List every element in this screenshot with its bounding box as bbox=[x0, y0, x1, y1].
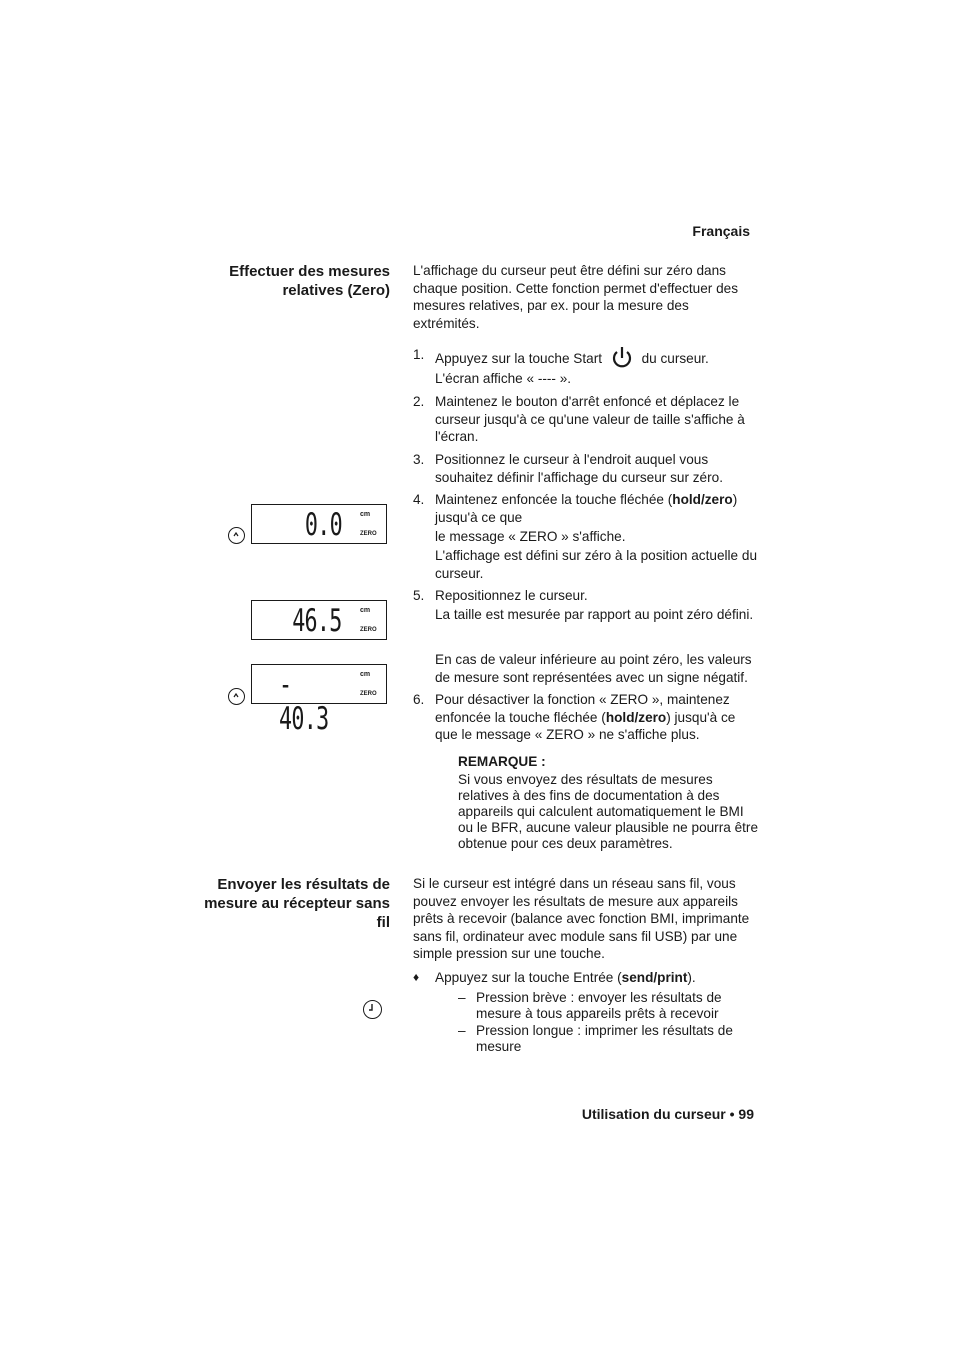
lcd-unit: cm bbox=[360, 511, 371, 518]
arrow-button-icon bbox=[228, 527, 245, 544]
step-4 bbox=[435, 491, 758, 526]
lcd-zero-flag: ZERO bbox=[360, 531, 377, 537]
section-title-wireless: Envoyer les résultats de mesure au récepteur sans fil bbox=[204, 876, 390, 931]
step-number: 2. bbox=[413, 394, 425, 409]
step-text: Maintenez enfoncée la touche fléchée ( bbox=[435, 492, 673, 507]
step-number: 6. bbox=[413, 692, 425, 707]
step-number: 1. bbox=[413, 347, 425, 362]
step-text: En cas de valeur inférieure au point zéro, les valeurs de mesure sont représentées avec un signe négatif. bbox=[435, 652, 752, 685]
page-footer: Utilisation du curseur • 99 bbox=[581, 1106, 754, 1122]
step-text: Pour désactiver la fonction « ZERO », maintenez enfoncée la touche fléchée ( bbox=[435, 692, 730, 725]
sub-dash: – bbox=[458, 990, 466, 1005]
arrow-button-icon bbox=[228, 688, 245, 705]
step-text: Repositionnez le curseur. bbox=[435, 588, 588, 603]
step-text: ) jusqu'à ce que le message « ZERO » ne s'affiche plus. bbox=[435, 709, 736, 742]
step-text: L'affichage est défini sur zéro à la position actuelle du curseur. bbox=[435, 548, 758, 581]
key-name: hold/zero bbox=[672, 492, 733, 507]
note-title: REMARQUE : bbox=[458, 754, 546, 769]
step-text: La taille est mesurée par rapport au point zéro défini. bbox=[435, 607, 754, 622]
step-number: 5. bbox=[413, 588, 425, 603]
bullet-symbol: ♦ bbox=[413, 970, 420, 984]
note-text: Si vous envoyez des résultats de mesures relatives à des fins de documentation à des appareils qui calculent automatiquement le BMI ou le BFR, aucune valeur plausible ne pourra être obtenue pour ces deux paramètres. bbox=[458, 772, 758, 851]
sub-dash: – bbox=[458, 1023, 466, 1038]
sub-item-text: Pression brève : envoyer les résultats de mesure à tous appareils prêts à recevoir bbox=[476, 990, 722, 1021]
step-result: L'écran affiche « ---- ». bbox=[435, 371, 572, 386]
step-text: Maintenez le bouton d'arrêt enfoncé et déplacez le curseur jusqu'à ce qu'une valeur de taille s'affiche à l'écran. bbox=[435, 394, 745, 444]
step-text: ) jusqu'à ce que bbox=[435, 492, 738, 525]
language-label: Français bbox=[692, 223, 750, 239]
step-number: 4. bbox=[413, 492, 425, 507]
lcd-display-negative bbox=[251, 664, 387, 737]
step-6 bbox=[435, 691, 758, 744]
lcd-display-zero bbox=[251, 504, 387, 544]
lcd-value: - 40.3 bbox=[279, 667, 329, 737]
step-text: Positionnez le curseur à l'endroit auquel vous souhaitez définir l'affichage du curseur sur zéro. bbox=[435, 452, 723, 485]
step-text: Appuyez sur la touche Start bbox=[435, 351, 602, 366]
lcd-value: 0.0 bbox=[304, 507, 342, 543]
lcd-value: 46.5 bbox=[292, 603, 342, 639]
clock-button-icon bbox=[363, 1000, 382, 1019]
lcd-zero-flag: ZERO bbox=[360, 691, 377, 697]
lcd-display-positive bbox=[251, 600, 387, 640]
key-name: hold/zero bbox=[605, 709, 667, 725]
lcd-unit: cm bbox=[360, 671, 371, 678]
step-1 bbox=[435, 346, 758, 370]
bullet-text: Appuyez sur la touche Entrée ( bbox=[435, 970, 622, 985]
bullet-item bbox=[435, 969, 758, 987]
section-title-relative-measures: Effectuer des mesures relatives (Zero) bbox=[229, 263, 390, 299]
bullet-text: ). bbox=[687, 970, 696, 985]
step-number: 3. bbox=[413, 452, 425, 467]
lcd-zero-flag: ZERO bbox=[360, 627, 377, 633]
power-icon bbox=[610, 346, 634, 370]
section-intro: Si le curseur est intégré dans un réseau sans fil, vous pouvez envoyer les résultats de mesure aux appareils prêts à recevoir (balance avec fonction BMI, imprimante sans fil, ordinateur avec module sans fil USB) par une simple pression sur une touche. bbox=[413, 876, 750, 961]
section-intro: L'affichage du curseur peut être défini sur zéro dans chaque position. Cette fonction permet d'effectuer des mesures relatives, par ex. pour la mesure des extrémités. bbox=[413, 263, 739, 331]
sub-item-text: Pression longue : imprimer les résultats de mesure bbox=[476, 1023, 733, 1054]
step-text: du curseur. bbox=[641, 351, 709, 366]
step-text: le message « ZERO » s'affiche. bbox=[435, 529, 626, 544]
lcd-unit: cm bbox=[360, 607, 371, 614]
note-box bbox=[458, 753, 758, 852]
key-name: send/print bbox=[621, 970, 688, 985]
